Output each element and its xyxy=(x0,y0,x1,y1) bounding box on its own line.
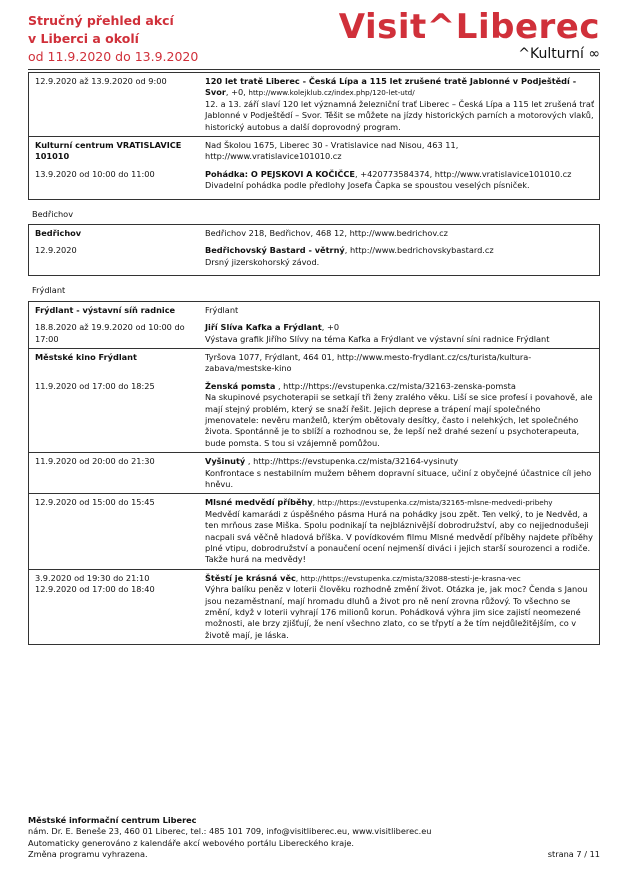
event-title: Štěstí je krásná věc xyxy=(205,572,296,583)
table-row xyxy=(29,319,599,348)
event-title: 120 let tratě Liberec - Česká Lípa a 115 let zrušené tratě Jablonné v Podještědí - Svor xyxy=(205,76,577,98)
venue-name: Městské kino Frýdlant xyxy=(35,351,137,362)
page-footer xyxy=(28,815,600,861)
table-row xyxy=(29,348,599,378)
events-table-frydlant xyxy=(28,301,600,646)
table-row xyxy=(29,73,599,136)
table-row xyxy=(29,302,599,319)
table-row xyxy=(29,242,599,271)
document-title xyxy=(28,12,198,66)
event-description: Výhra balíku peněz v loterii člověku rozhodně změní život. Otázka je, jak moc? Čenda s Janou jsou nezaměstnaní, mají hromadu dluhů a život pro ně není zrovna růžový. To všechno se změní, když v loterii vyhrají 176 milionů korun. Pohádková výhra jim sice zajistí neomezené možnosti, ale brzy zjišťují, že není všechno zlato, co se třpytí a že tím nejdůležitějším, co v životě mají, je láska. xyxy=(205,584,588,640)
event-meta: , http://https://evstupenka.cz/mista/32165-mlsne-medvedi-pribehy xyxy=(312,498,553,508)
event-details xyxy=(201,570,599,644)
event-meta: , http://https://evstupenka.cz/mista/32164-vysinuty xyxy=(245,456,459,467)
footer-note: Automaticky generováno z kalendáře akcí webového portálu Libereckého kraje. xyxy=(28,837,355,848)
venue-name: Kulturní centrum VRATISLAVICE 101010 xyxy=(35,140,182,162)
venue-name: Frýdlant - výstavní síň radnice xyxy=(35,304,176,315)
logo-brand: Visit^Liberec xyxy=(338,7,600,47)
event-meta: , http://www.bedrichovskybastard.cz xyxy=(344,245,494,256)
footer-organization: Městské informační centrum Liberec xyxy=(28,815,197,825)
venue-address: Bedřichov 218, Bedřichov, 468 12, http://www.bedrichov.cz xyxy=(205,228,448,239)
footer-disclaimer: Změna programu vyhrazena. xyxy=(28,849,148,860)
table-row xyxy=(29,166,599,195)
event-details xyxy=(201,166,599,195)
event-date: 11.9.2020 od 20:00 do 21:30 xyxy=(35,456,155,467)
event-meta: , http://https://evstupenka.cz/mista/32088-stesti-je-krasna-vec xyxy=(295,573,521,583)
event-meta: , +420773584374, http://www.vratislavice101010.cz xyxy=(355,168,572,179)
logo-subtitle: ^Kulturní ∞ xyxy=(518,46,600,62)
venue-address: Frýdlant xyxy=(205,304,239,315)
title-line-1: Stručný přehled akcí xyxy=(28,13,174,28)
event-date: 3.9.2020 od 19:30 do 21:10 xyxy=(35,572,150,583)
event-date: 12.9.2020 xyxy=(35,245,77,256)
event-details xyxy=(201,494,599,568)
visit-liberec-logo xyxy=(338,7,600,62)
event-dates xyxy=(29,570,201,644)
date-range: od 11.9.2020 do 13.9.2020 xyxy=(28,49,199,64)
venue-address: Tyršova 1077, Frýdlant, 464 01, http://www.mesto-frydlant.cz/cs/turista/kultura-zabava/mestske-kino xyxy=(205,351,532,374)
event-details xyxy=(201,73,599,136)
section-heading-bedrichov: Bedřichov xyxy=(32,208,74,219)
event-title: Bedřichovský Bastard - větrný xyxy=(205,245,345,256)
footer-contact: nám. Dr. E. Beneše 23, 460 01 Liberec, tel.: 485 101 709, info@visitliberec.eu, www.visitliberec.eu xyxy=(28,826,432,837)
event-description: Na skupinové psychoterapii se setkají tři ženy zralého věku. Liší se sice profesí i povahově, ale mají stejný problém, který se snaží řešit. Jejich deprese a trápení mají společného jmenovatele: nevěru manželů, kterým obětovaly desítky, často i nelehkých, let společného života. Spontánně je to sblíží a rozhodnou se, že lepší než drahé sezení u psychoterapeuta, bude pomsta. S tou si vzájemně pomůžou. xyxy=(205,392,593,448)
event-description: Medvědí kamarádi z úspěšného pásma Hurá na pohádky jsou zpět. Ten velký, to je Nedvěd, a ten mrňous zase Miška. Spolu podnikají ta nejbláznivější dobrodružství, aby co nejjednodušeji nacpali svá věčně hladová bříška. V povídkovém filmu Mlsné medvědí příběhy najdete příběhy plné vtipu, dobrodružství a ponaučení ocení nejmenší diváci i jejich starší sourozenci a rodiče. Takže hurá na medvědy! xyxy=(205,508,593,565)
table-row xyxy=(29,378,599,452)
event-title: Ženská pomsta xyxy=(205,380,276,391)
table-row xyxy=(29,225,599,242)
events-table-liberec xyxy=(28,72,600,200)
page-header xyxy=(28,0,600,72)
event-title: Pohádka: O PEJSKOVI A KOČIČCE xyxy=(205,168,356,179)
event-meta: , +0 xyxy=(321,322,340,333)
section-heading-frydlant: Frýdlant xyxy=(32,285,66,296)
event-details xyxy=(201,453,599,493)
event-date: 12.9.2020 od 15:00 do 15:45 xyxy=(35,497,155,508)
event-title: Jiří Slíva Kafka a Frýdlant xyxy=(205,322,322,333)
event-details xyxy=(201,319,599,348)
event-description: 12. a 13. září slaví 120 let významná železniční trať Liberec – Česká Lípa a 115 let zrušená trať Jablonné v Podještědí – Svor. Těšit se můžete na jízdy historických parních a motorových vlaků, historický autobus a další doprovodný program. xyxy=(205,98,595,132)
table-row xyxy=(29,452,599,493)
event-meta: , http://https://evstupenka.cz/mista/32163-zenska-pomsta xyxy=(275,380,516,391)
event-description: Výstava grafik Jiřího Slívy na téma Kafka a Frýdlant ve výstavní síni radnice Frýdlant xyxy=(205,333,550,344)
page-number: strana 7 / 11 xyxy=(547,849,600,859)
table-row xyxy=(29,569,599,644)
event-meta: , +0, xyxy=(225,87,249,98)
event-description: Divadelní pohádka podle předlohy Josefa Čapka se spoustou veselých písniček. xyxy=(205,180,530,191)
event-description: Drsný jizerskohorský závod. xyxy=(205,256,320,267)
events-content xyxy=(28,72,600,645)
venue-name: Bedřichov xyxy=(35,228,82,239)
event-date: 12.9.2020 až 13.9.2020 od 9:00 xyxy=(35,76,167,86)
event-details xyxy=(201,242,599,271)
event-date: 11.9.2020 od 17:00 do 18:25 xyxy=(35,380,155,391)
event-link[interactable]: http://www.kolejklub.cz/index.php/120-let-utd/ xyxy=(248,88,415,98)
event-date: 12.9.2020 od 17:00 do 18:40 xyxy=(35,584,155,595)
venue-address: Nad Školou 1675, Liberec 30 - Vratislavice nad Nisou, 463 11, http://www.vratislavice101010.cz xyxy=(205,140,459,162)
table-row xyxy=(29,136,599,166)
event-description: Konfrontace s nestabilním mužem během dopravní situace, učiní z obyčejné účastnice cíl jeho hněvu. xyxy=(205,467,592,489)
event-title: Mlsné medvědí příběhy xyxy=(205,497,313,508)
event-date: 13.9.2020 od 10:00 do 11:00 xyxy=(35,168,155,179)
event-details xyxy=(201,378,599,452)
table-row xyxy=(29,493,599,568)
event-date: 18.8.2020 až 19.9.2020 od 10:00 do 17:00 xyxy=(35,322,185,344)
title-line-2: v Liberci a okolí xyxy=(28,31,139,46)
event-title: Vyšinutý xyxy=(205,456,246,467)
events-table-bedrichov xyxy=(28,224,600,276)
header-divider xyxy=(28,69,600,70)
